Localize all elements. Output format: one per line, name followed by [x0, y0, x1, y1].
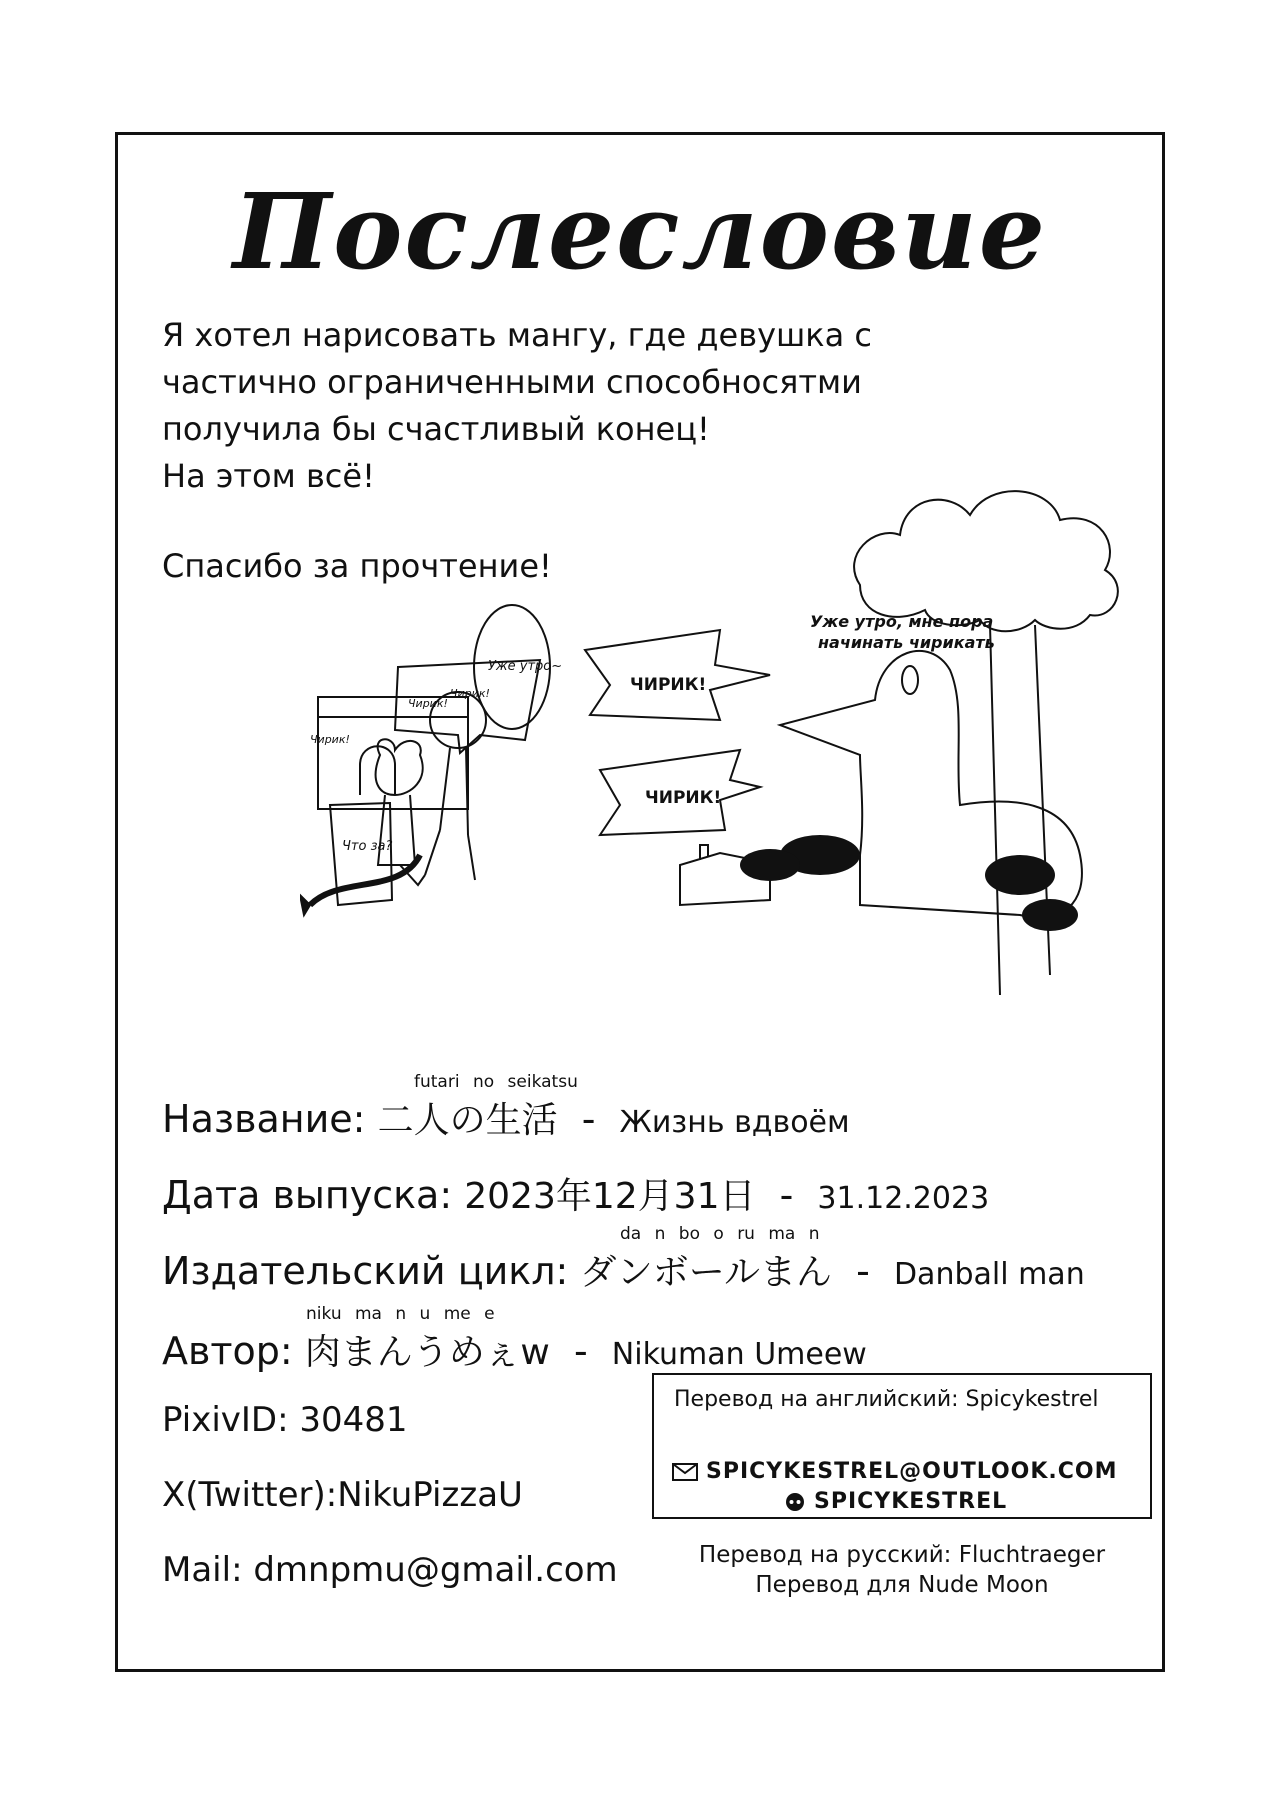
ru-credits [652, 1540, 1152, 1600]
title-label: Название: [162, 1097, 366, 1141]
chirp-text: Чирик! [408, 697, 448, 710]
demon-tail [310, 855, 420, 905]
separator: - [581, 1097, 596, 1141]
circle-label: Издательский цикл: [162, 1249, 569, 1293]
translation-credit-box [652, 1373, 1152, 1519]
title-ru: Жизнь вдвоём [619, 1105, 850, 1140]
what-text: Что за? [342, 839, 393, 854]
bird-eye [902, 666, 918, 694]
intro-line: получила бы счастливый конец! [162, 410, 710, 448]
date-jp: 2023年12月31日 [464, 1176, 756, 1217]
pixiv-id: PixivID: 30481 [162, 1400, 408, 1440]
title-row [162, 1092, 850, 1143]
circle-ruby: da n bo o ru ma n [620, 1224, 820, 1244]
tree-trunk [990, 625, 1050, 995]
big-chirp-text: ЧИРИК! [645, 788, 722, 808]
intro-line: Я хотел нарисовать мангу, где девушка с [162, 316, 872, 354]
circle-en: Danball man [893, 1257, 1085, 1292]
chirp-text: Чирик! [450, 687, 490, 700]
tree-canopy [854, 491, 1118, 631]
translator-email [672, 1459, 1118, 1484]
author-label: Автор: [162, 1329, 293, 1373]
date-number: 31.12.2023 [817, 1181, 990, 1216]
circle-jp: ダンボールまん [580, 1252, 833, 1293]
separator: - [573, 1329, 588, 1373]
page-title: Послесловие [232, 170, 1048, 293]
author-ruby: niku ma n u me e [306, 1304, 495, 1324]
title-ruby: futari no seikatsu [414, 1072, 578, 1092]
discord-icon [784, 1492, 806, 1512]
circle-row [162, 1244, 1085, 1295]
bird-caption: Уже утро, мне пора [810, 612, 994, 631]
date-row [162, 1168, 989, 1219]
date-label: Дата выпуска: [162, 1173, 453, 1217]
intro-line: На этом всё! [162, 457, 375, 495]
separator: - [779, 1173, 794, 1217]
bird-caption: начинать чирикать [818, 633, 995, 652]
translator-discord [784, 1489, 1007, 1514]
nude-moon-credit: Перевод для Nude Moon [755, 1572, 1049, 1598]
comic-illustration [300, 435, 1160, 1035]
big-chirp-text: ЧИРИК! [630, 675, 707, 695]
envelope-icon [672, 1463, 698, 1481]
author-en: Nikuman Umeew [611, 1337, 867, 1372]
en-translation-credit: Перевод на английский: Spicykestrel [674, 1387, 1099, 1412]
title-jp: 二人の生活 [377, 1100, 558, 1141]
author-jp: 肉まんうめぇw [304, 1332, 550, 1373]
small-bird [360, 746, 395, 795]
separator: - [856, 1249, 870, 1293]
intro-line: частично ограниченными способносятми [162, 363, 862, 401]
chirp-text: Чирик! [310, 733, 350, 746]
author-row [162, 1324, 867, 1375]
discord-text: SPICYKESTREL [814, 1489, 1008, 1514]
author-mail: Mail: dmnpmu@gmail.com [162, 1550, 618, 1590]
thanks-text: Спасибо за прочтение! [162, 547, 552, 585]
email-text: SPICYKESTREL@OUTLOOK.COM [706, 1459, 1118, 1484]
ru-translation-credit: Перевод на русский: Fluchtraeger [698, 1542, 1106, 1568]
morning-text: Уже утро~ [488, 659, 563, 674]
twitter-handle: X(Twitter):NikuPizzaU [162, 1475, 523, 1515]
